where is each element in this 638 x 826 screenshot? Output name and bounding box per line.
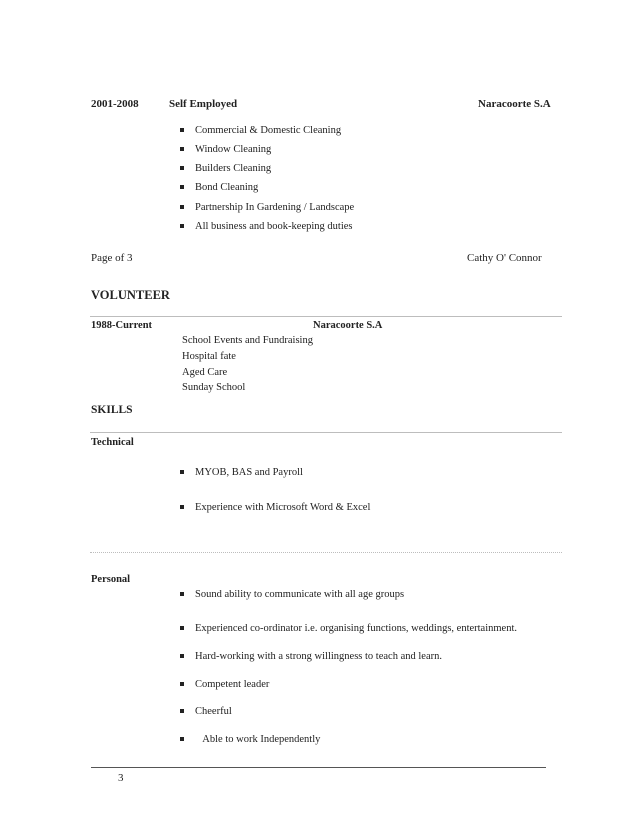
technical-label: Technical xyxy=(91,437,134,448)
author-name: Cathy O' Connor xyxy=(467,252,542,264)
bullet-icon xyxy=(180,682,184,686)
list-item: Able to work Independently xyxy=(180,734,320,745)
list-item: MYOB, BAS and Payroll xyxy=(180,467,303,478)
list-item: Hospital fate xyxy=(182,351,236,362)
volunteer-years: 1988-Current xyxy=(91,320,153,331)
list-item: Sound ability to communicate with all age groups xyxy=(180,589,404,600)
list-item: Partnership In Gardening / Landscape xyxy=(180,202,354,213)
bullet-icon xyxy=(180,205,184,209)
list-item: Aged Care xyxy=(182,367,228,378)
page-label: Page of 3 xyxy=(91,252,133,264)
bullet-icon xyxy=(180,147,184,151)
list-item: All business and book-keeping duties xyxy=(180,221,352,232)
bullet-icon xyxy=(180,470,184,474)
bullet-icon xyxy=(180,592,184,596)
bullet-icon xyxy=(180,166,184,170)
bullet-icon xyxy=(180,654,184,658)
list-item: School Events and Fundraising xyxy=(182,335,313,346)
section-divider xyxy=(90,316,562,317)
page-number: 3 xyxy=(118,772,124,784)
bullet-icon xyxy=(180,626,184,630)
list-item: Experience with Microsoft Word & Excel xyxy=(180,502,370,513)
employment-role: Self Employed xyxy=(169,98,238,110)
list-item: Cheerful xyxy=(180,706,232,717)
list-item: Sunday School xyxy=(182,382,246,393)
footer-divider xyxy=(91,767,546,768)
list-item: Competent leader xyxy=(180,679,269,690)
personal-label: Personal xyxy=(91,574,131,585)
list-item: Hard-working with a strong willingness to teach and learn. xyxy=(180,651,442,662)
volunteer-location: Naracoorte S.A xyxy=(313,320,383,331)
volunteer-heading: VOLUNTEER xyxy=(91,288,170,302)
employment-years: 2001-2008 xyxy=(91,98,139,110)
list-item: Window Cleaning xyxy=(180,144,271,155)
list-item: Builders Cleaning xyxy=(180,163,271,174)
bullet-icon xyxy=(180,224,184,228)
section-divider xyxy=(90,552,562,553)
bullet-icon xyxy=(180,737,184,741)
section-divider xyxy=(90,432,562,433)
list-item: Experienced co-ordinator i.e. organising functions, weddings, entertainment. xyxy=(180,623,517,634)
bullet-icon xyxy=(180,505,184,509)
bullet-icon xyxy=(180,128,184,132)
bullet-icon xyxy=(180,709,184,713)
employment-location: Naracoorte S.A xyxy=(478,98,551,110)
skills-heading: SKILLS xyxy=(91,404,133,416)
list-item: Commercial & Domestic Cleaning xyxy=(180,125,341,136)
list-item: Bond Cleaning xyxy=(180,182,258,193)
bullet-icon xyxy=(180,185,184,189)
